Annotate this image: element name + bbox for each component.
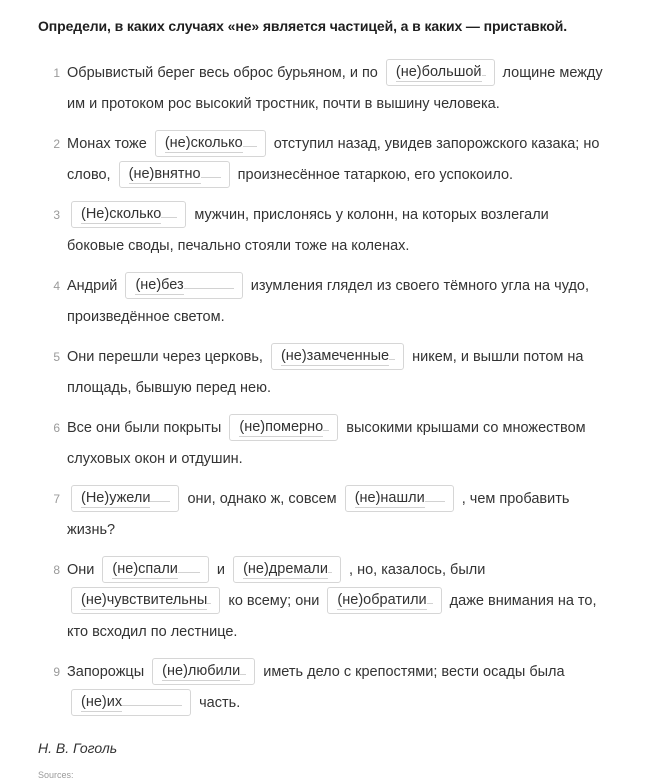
- answer-input[interactable]: [125, 272, 242, 299]
- task-title: Определи, в каких случаях «не» является частицей, а в каких — приставкой.: [38, 18, 568, 34]
- answer-input-value: (не)любили: [162, 662, 241, 679]
- answer-input[interactable]: [71, 587, 220, 614]
- sentence-text: высокими крышами со множеством слуховых окон и отдушин.: [67, 420, 586, 467]
- exercise-item: [0, 271, 670, 333]
- sentence-text: Запорожцы: [67, 664, 145, 680]
- exercise-item: [0, 657, 670, 719]
- answer-input-value: (не)внятно: [128, 165, 201, 182]
- answer-input-underline: [482, 60, 486, 76]
- sentence-text: Они: [67, 562, 95, 578]
- item-number: 2: [53, 137, 60, 151]
- sentence-text: Они перешли через церковь,: [67, 349, 263, 365]
- answer-input[interactable]: [102, 556, 208, 583]
- sentence-text: никем, и вышли потом на площадь, бывшую перед нею.: [67, 349, 584, 396]
- answer-input-underline: [243, 131, 257, 147]
- answer-input-value: (не)обратили: [337, 591, 427, 608]
- answer-input-underline: [184, 273, 234, 289]
- answer-input-underline: [427, 588, 433, 604]
- answer-input[interactable]: [345, 485, 454, 512]
- answer-input-value: (не)померно: [239, 418, 324, 435]
- answer-input[interactable]: [119, 161, 230, 188]
- item-sentence: [67, 58, 607, 120]
- item-number: 1: [53, 66, 60, 80]
- answer-input[interactable]: [71, 485, 179, 512]
- item-number: 8: [53, 563, 60, 577]
- answer-input-underline: [178, 557, 200, 573]
- answer-input-underline: [323, 415, 329, 431]
- answer-input[interactable]: [271, 343, 404, 370]
- item-number: 7: [53, 492, 60, 506]
- sentence-text: они, однако ж, совсем: [187, 491, 337, 507]
- sentence-text: , но, казалось, были: [349, 562, 486, 578]
- item-sentence: [67, 129, 607, 191]
- item-number: 3: [53, 208, 60, 222]
- answer-input-value: (Не)ужели: [81, 489, 151, 506]
- sentence-text: отступил назад, увидев запорожского казака; но слово,: [67, 136, 600, 183]
- answer-input[interactable]: [71, 201, 186, 228]
- answer-input-underline: [122, 690, 182, 706]
- item-sentence: [67, 555, 607, 648]
- answer-input-underline: [161, 202, 177, 218]
- answer-input[interactable]: [233, 556, 341, 583]
- answer-input-value: (не)замеченные: [280, 347, 390, 364]
- sentence-text: и: [216, 562, 226, 578]
- sentence-text: произнесённое татаркою, его успокоило.: [237, 167, 514, 183]
- sentence-text: Монах тоже: [67, 136, 147, 152]
- answer-input-underline: [328, 557, 332, 573]
- answer-input-underline: [207, 588, 211, 604]
- exercise-list: [0, 58, 670, 728]
- sentence-text: мужчин, прислонясь у колонн, на которых возлегали боковые своды, печально стояли тоже на коленах.: [67, 207, 549, 254]
- sources-label: Sources:: [38, 770, 74, 780]
- sentence-text: часть.: [199, 695, 241, 711]
- sentence-text: Андрий: [67, 278, 118, 294]
- exercise-item: [0, 200, 670, 262]
- answer-input[interactable]: [327, 587, 441, 614]
- answer-input[interactable]: [155, 130, 266, 157]
- sentence-text: ко всему; они: [228, 593, 320, 609]
- item-sentence: [67, 484, 607, 546]
- answer-input-value: (не)спали: [112, 560, 178, 577]
- item-sentence: [67, 657, 607, 719]
- answer-input-underline: [389, 344, 395, 360]
- author-signature: Н. В. Гоголь: [38, 740, 118, 756]
- sentence-text: лощине между им и протоком рос высокий тростник, почти в вышину человека.: [67, 65, 603, 112]
- exercise-item: [0, 484, 670, 546]
- exercise-item: [0, 58, 670, 120]
- answer-input-value: (не)сколько: [164, 134, 243, 151]
- answer-input-underline: [425, 486, 445, 502]
- sentence-text: Обрывистый берег весь оброс бурьяном, и по: [67, 65, 378, 81]
- item-sentence: [67, 342, 607, 404]
- answer-input[interactable]: [229, 414, 338, 441]
- sentence-text: даже внимания на то, кто всходил по лестнице.: [67, 593, 597, 640]
- answer-input-underline: [201, 162, 221, 178]
- exercise-item: [0, 413, 670, 475]
- answer-input-value: (не)их: [81, 693, 123, 710]
- exercise-item: [0, 129, 670, 191]
- answer-input-underline: [240, 659, 246, 675]
- answer-input[interactable]: [71, 689, 191, 716]
- answer-input[interactable]: [152, 658, 255, 685]
- answer-input-underline: [150, 486, 170, 502]
- item-number: 5: [53, 350, 60, 364]
- answer-input[interactable]: [386, 59, 495, 86]
- answer-input-value: (не)нашли: [354, 489, 425, 506]
- item-sentence: [67, 271, 607, 333]
- answer-input-value: (не)дремали: [243, 560, 328, 577]
- sentence-text: изумления глядел из своего тёмного угла на чудо, произведённое светом.: [67, 278, 590, 325]
- exercise-item: [0, 342, 670, 404]
- answer-input-value: (Не)сколько: [81, 205, 162, 222]
- item-number: 9: [53, 665, 60, 679]
- item-sentence: [67, 200, 607, 262]
- item-number: 4: [53, 279, 60, 293]
- sentence-text: , чем пробавить жизнь?: [67, 491, 570, 538]
- sentence-text: иметь дело с крепостями; вести осады была: [263, 664, 565, 680]
- item-sentence: [67, 413, 607, 475]
- answer-input-value: (не)чувствительны: [81, 591, 208, 608]
- answer-input-value: (не)большой: [395, 63, 482, 80]
- sentence-text: Все они были покрыты: [67, 420, 222, 436]
- item-number: 6: [53, 421, 60, 435]
- exercise-item: [0, 555, 670, 648]
- answer-input-value: (не)без: [135, 276, 184, 293]
